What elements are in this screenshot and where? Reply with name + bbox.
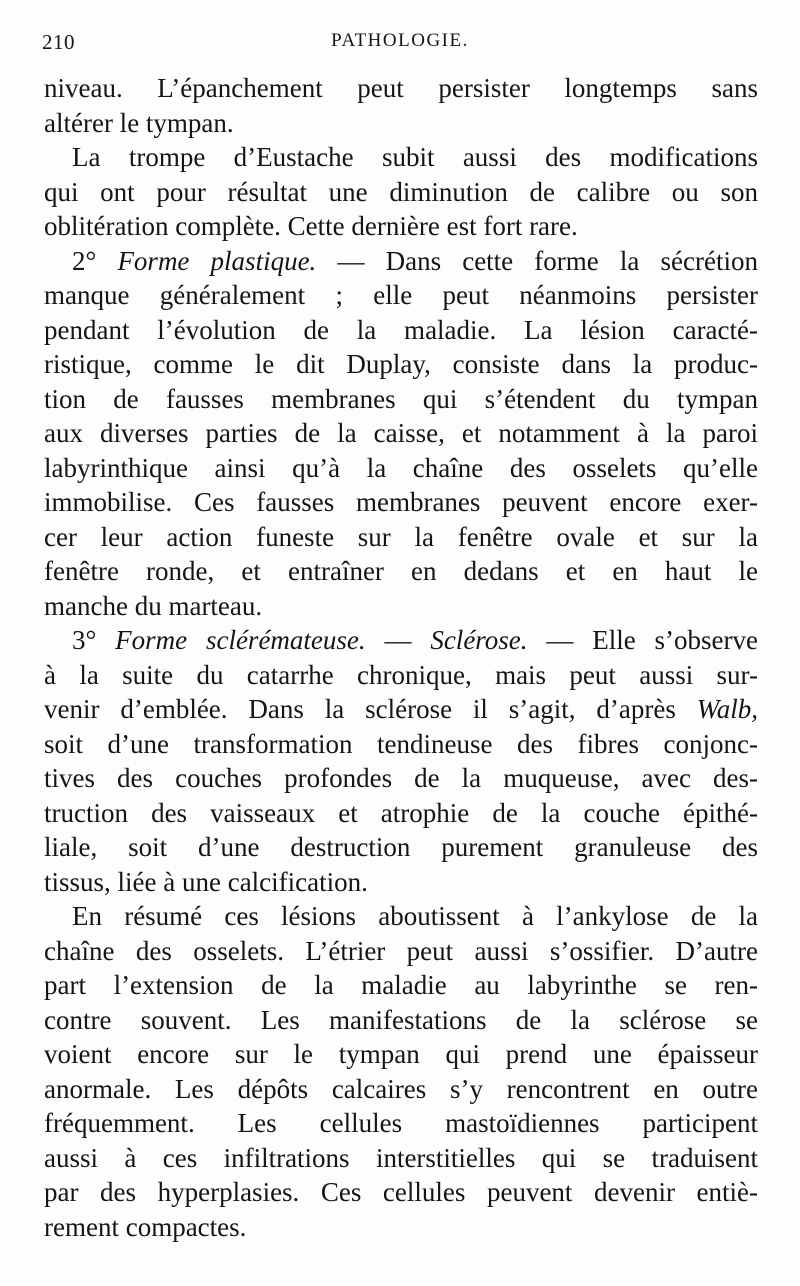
text-line [44, 382, 758, 417]
text-line [44, 209, 758, 244]
text-segment: soit d’une transformation tendineuse des fibres conjonc- [44, 728, 758, 759]
text-segment: altérer le tympan. [44, 107, 234, 138]
text-segment: liale, soit d’une destruction purement granuleuse des [44, 832, 758, 862]
text-line [44, 347, 758, 382]
text-line [44, 1072, 758, 1107]
text-segment: — [365, 625, 431, 655]
text-line [44, 934, 758, 969]
text-segment: chaîne des osselets. L’étrier peut aussi s’ossifier. D’autre [44, 935, 758, 966]
text-segment: voient encore sur le tympan qui prend une épaisseur [44, 1039, 758, 1069]
text-segment: tissus, liée à une calcification. [44, 866, 368, 897]
text-segment: à la suite du catarrhe chronique, mais peut aussi sur- [44, 659, 758, 690]
text-line [44, 313, 758, 348]
text-line [44, 589, 758, 624]
italic-text: Forme sclérémateuse. [115, 625, 366, 655]
italic-text: Forme plastique. [117, 245, 317, 276]
text-segment: La trompe d’Eustache subit aussi des modifications [72, 142, 758, 172]
page-header [42, 30, 758, 64]
page-number: 210 [42, 30, 75, 54]
text-line [44, 623, 758, 658]
text-segment: pendant l’évolution de la maladie. La lésion caracté- [44, 314, 758, 345]
text-segment: — Dans cette forme la sécrétion [316, 245, 758, 276]
text-line [44, 520, 758, 555]
text-segment: aussi à ces infiltrations interstitielles qui se traduisent [44, 1142, 758, 1173]
text-segment: anormale. Les dépôts calcaires s’y rencontrent en outre [44, 1073, 758, 1104]
text-line [44, 968, 758, 1003]
text-line [44, 451, 758, 486]
text-line [44, 416, 758, 451]
text-line [44, 554, 758, 589]
text-segment: aux diverses parties de la caisse, et notamment à la paroi [44, 418, 758, 448]
text-line [44, 761, 758, 796]
text-segment: 2° [72, 245, 118, 276]
text-segment: venir d’emblée. Dans la sclérose il s’agit, d’après [44, 694, 697, 724]
text-line [44, 175, 758, 210]
text-line [44, 244, 758, 279]
text-line [44, 727, 758, 762]
text-line [44, 830, 758, 865]
text-line [44, 692, 758, 727]
text-segment: labyrinthique ainsi qu’à la chaîne des osselets qu’elle [44, 452, 758, 483]
text-segment: En résumé ces lésions aboutissent à l’ankylose de la [72, 901, 758, 931]
text-line [44, 1106, 758, 1141]
text-line [44, 485, 758, 520]
text-line [44, 1210, 758, 1245]
text-line [44, 1175, 758, 1210]
text-line [44, 796, 758, 831]
text-segment: immobilise. Ces fausses membranes peuvent encore exer- [44, 487, 758, 517]
text-segment: truction des vaisseaux et atrophie de la couche épithé- [44, 797, 758, 828]
text-line [44, 1141, 758, 1176]
text-segment: 3° [72, 625, 116, 655]
text-line [44, 106, 758, 141]
text-segment: fréquemment. Les cellules mastoïdiennes participent [44, 1108, 758, 1138]
body-text [44, 71, 758, 1244]
text-segment: manque généralement ; elle peut néanmoins persister [44, 280, 758, 310]
text-segment: rement compactes. [44, 1211, 247, 1242]
italic-text: Walb, [696, 694, 758, 724]
text-line [44, 1037, 758, 1072]
text-line [44, 1003, 758, 1038]
text-line [44, 865, 758, 900]
text-segment: par des hyperplasies. Ces cellules peuvent devenir entiè- [44, 1177, 758, 1207]
text-segment: manche du marteau. [44, 590, 263, 621]
italic-text: Sclérose. [430, 625, 528, 655]
running-title: PATHOLOGIE. [331, 30, 469, 51]
text-line [44, 140, 758, 175]
text-segment: — Elle s’observe [527, 625, 758, 655]
text-segment: cer leur action funeste sur la fenêtre ovale et sur la [44, 521, 758, 552]
text-segment: tion de fausses membranes qui s’étendent du tympan [44, 383, 758, 414]
text-segment: oblitération complète. Cette dernière est fort rare. [44, 211, 578, 241]
text-segment: fenêtre ronde, et entraîner en dedans et en haut le [44, 556, 758, 586]
text-segment: part l’extension de la maladie au labyrinthe se ren- [44, 970, 758, 1000]
text-segment: niveau. L’épanchement peut persister longtemps sans [44, 73, 758, 103]
text-segment: tives des couches profondes de la muqueuse, avec des- [44, 763, 758, 793]
text-segment: qui ont pour résultat une diminution de calibre ou son [44, 176, 758, 207]
text-segment: contre souvent. Les manifestations de la sclérose se [44, 1004, 758, 1035]
text-line [44, 278, 758, 313]
text-line [44, 658, 758, 693]
text-segment: ristique, comme le dit Duplay, consiste dans la produc- [44, 349, 758, 379]
text-line [44, 899, 758, 934]
text-line [44, 71, 758, 106]
